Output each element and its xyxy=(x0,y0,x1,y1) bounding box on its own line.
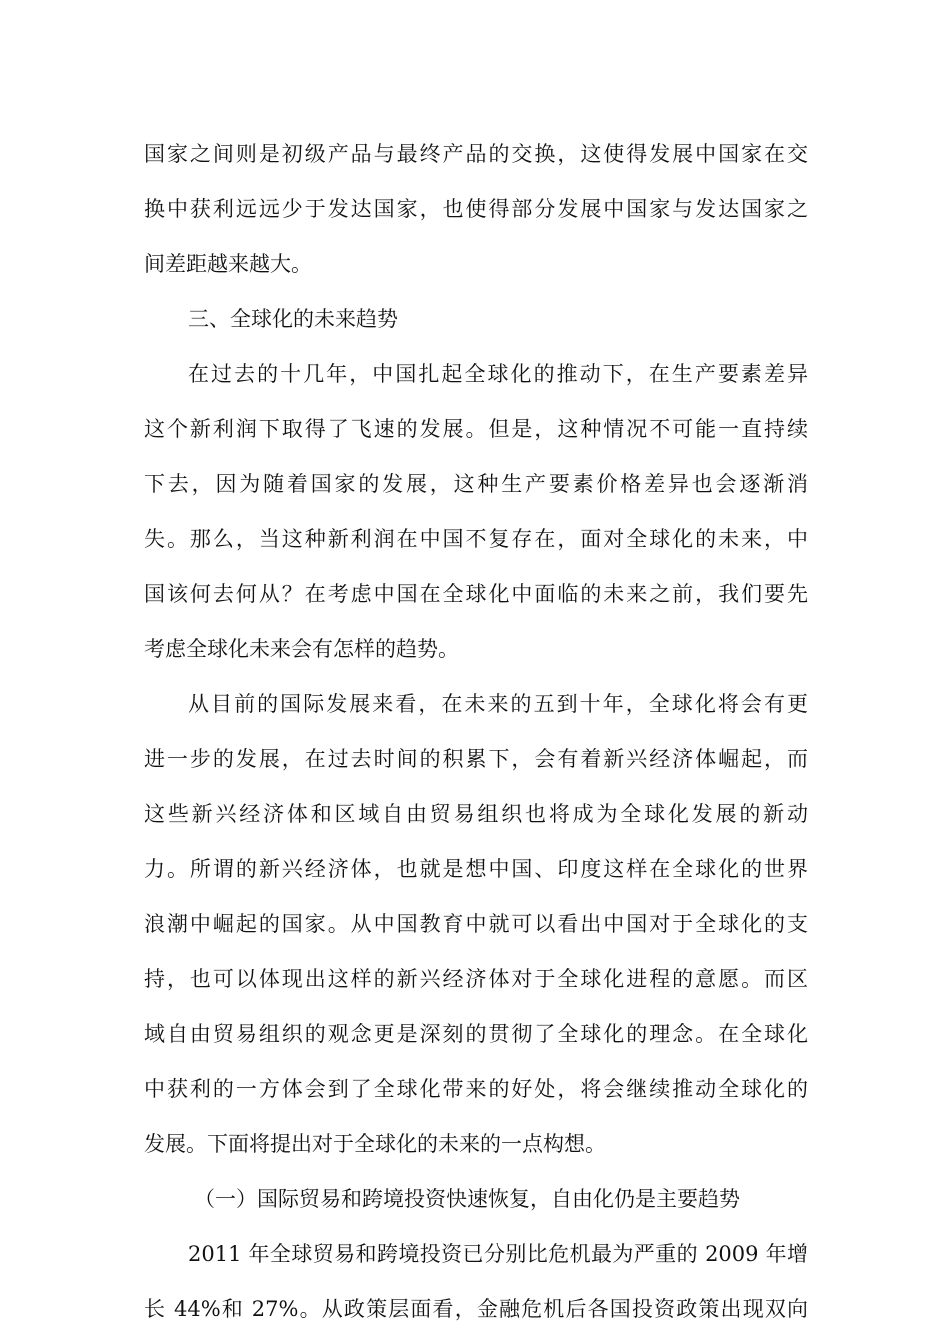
subsection-heading xyxy=(144,1172,808,1227)
section-heading xyxy=(144,292,808,347)
text-line: 浪潮中崛起的国家。从中国教育中就可以看出中国对于全球化的支 xyxy=(144,912,808,936)
paragraph-continuation xyxy=(144,127,808,292)
text-line: 长 44%和 27%。从政策层面看，金融危机后各国投资政策出现双向 xyxy=(144,1297,808,1321)
text-line: 2011 年全球贸易和跨境投资已分别比危机最为严重的 2009 年增 xyxy=(188,1242,808,1266)
text-line: 中获利的一方体会到了全球化带来的好处，将会继续推动全球化的 xyxy=(144,1077,808,1101)
text-line: 力。所谓的新兴经济体，也就是想中国、印度这样在全球化的世界 xyxy=(144,857,808,881)
text-line: 间差距越来越大。 xyxy=(144,252,312,276)
paragraph xyxy=(144,1227,808,1337)
paragraph xyxy=(144,677,808,1172)
paragraph xyxy=(144,347,808,677)
text-line: 下去，因为随着国家的发展，这种生产要素价格差异也会逐渐消 xyxy=(144,472,808,496)
text-line: 这个新利润下取得了飞速的发展。但是，这种情况不可能一直持续 xyxy=(144,417,808,441)
subheading-text: （一）国际贸易和跨境投资快速恢复，自由化仍是主要趋势 xyxy=(194,1187,740,1211)
text-line: 持，也可以体现出这样的新兴经济体对于全球化进程的意愿。而区 xyxy=(144,967,808,991)
text-line: 失。那么，当这种新利润在中国不复存在，面对全球化的未来，中 xyxy=(144,527,808,551)
text-line: 从目前的国际发展来看，在未来的五到十年，全球化将会有更 xyxy=(188,692,808,716)
text-line: 国家之间则是初级产品与最终产品的交换，这使得发展中国家在交 xyxy=(144,142,808,166)
text-line: 换中获利远远少于发达国家，也使得部分发展中国家与发达国家之 xyxy=(144,197,808,221)
text-line: 域自由贸易组织的观念更是深刻的贯彻了全球化的理念。在全球化 xyxy=(144,1022,808,1046)
text-line: 发展。下面将提出对于全球化的未来的一点构想。 xyxy=(144,1132,606,1156)
heading-text: 三、全球化的未来趋势 xyxy=(188,307,398,331)
text-line: 这些新兴经济体和区域自由贸易组织也将成为全球化发展的新动 xyxy=(144,802,808,826)
text-line: 国该何去何从？在考虑中国在全球化中面临的未来之前，我们要先 xyxy=(144,582,808,606)
text-line: 在过去的十几年，中国扎起全球化的推动下，在生产要素差异 xyxy=(188,362,808,386)
document-page xyxy=(144,127,808,1337)
text-line: 考虑全球化未来会有怎样的趋势。 xyxy=(144,637,459,661)
text-line: 进一步的发展，在过去时间的积累下，会有着新兴经济体崛起，而 xyxy=(144,747,808,771)
